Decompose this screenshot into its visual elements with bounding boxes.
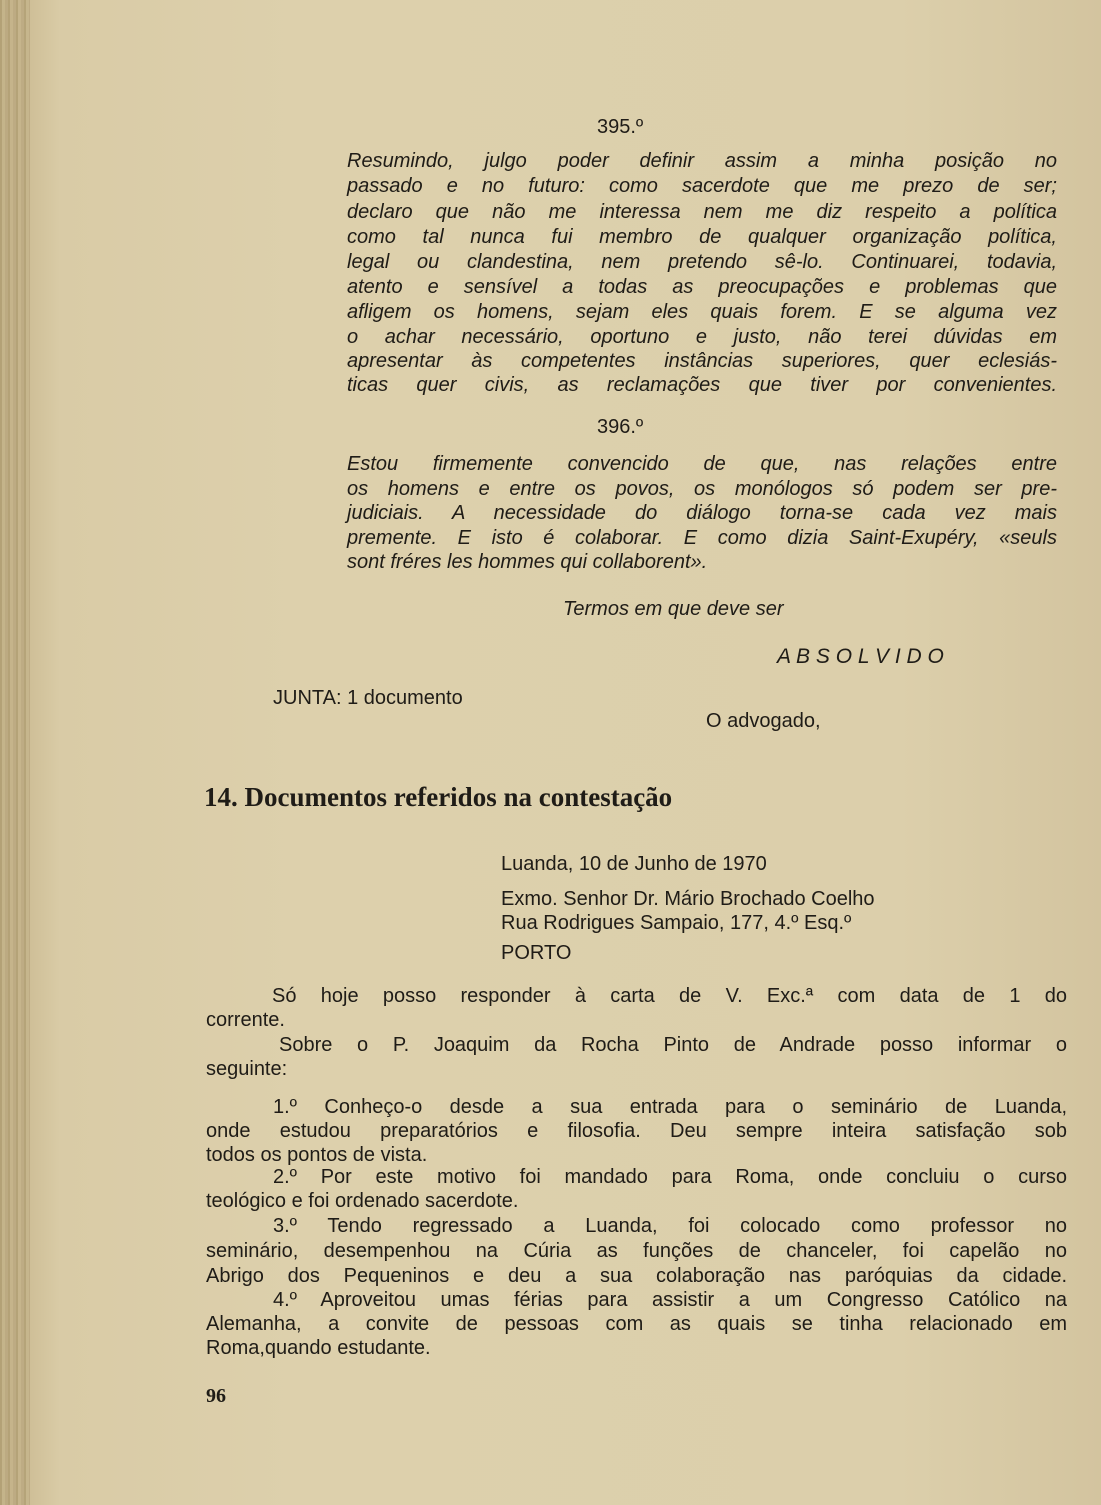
text-line: 3.º Tendo regressado a Luanda, foi colocado como professor no bbox=[273, 1215, 1067, 1237]
text-line: o achar necessário, oportuno e justo, não terei dúvidas em bbox=[347, 326, 1057, 348]
text-line: Só hoje posso responder à carta de V. Exc.ª com data de 1 do bbox=[272, 985, 1067, 1007]
text-line: declaro que não me interessa nem me diz respeito a política bbox=[347, 201, 1057, 223]
text-line: legal ou clandestina, nem pretendo sê-lo. Continuarei, todavia, bbox=[347, 251, 1057, 273]
text-line: como tal nunca fui membro de qualquer organização política, bbox=[347, 226, 1057, 248]
text-line: Sobre o P. Joaquim da Rocha Pinto de Andrade posso informar o bbox=[279, 1034, 1067, 1056]
book-spine-edge bbox=[0, 0, 30, 1505]
article-number-395: 395.º bbox=[597, 116, 644, 138]
text-line: 2.º Por este motivo foi mandado para Roma, onde concluiu o curso bbox=[273, 1166, 1067, 1188]
text-line: os homens e entre os povos, os monólogos só podem ser pre- bbox=[347, 478, 1057, 500]
text-line: todos os pontos de vista. bbox=[206, 1144, 428, 1166]
text-line: afligem os homens, sejam eles quais forem. E se alguma vez bbox=[347, 301, 1057, 323]
letter-date: Luanda, 10 de Junho de 1970 bbox=[501, 853, 767, 875]
text-line: premente. E isto é colaborar. E como dizia Saint-Exupéry, «seuls bbox=[347, 527, 1057, 549]
text-line: corrente. bbox=[206, 1009, 285, 1031]
text-line: Alemanha, a convite de pessoas com as quais se tinha relacionado em bbox=[206, 1313, 1067, 1335]
text-line: Abrigo dos Pequeninos e deu a sua colaboração nas paróquias da cidade. bbox=[206, 1265, 1067, 1287]
closing-terms: Termos em que deve ser bbox=[563, 598, 784, 620]
text-line: apresentar às competentes instâncias superiores, quer eclesiás- bbox=[347, 350, 1057, 372]
page-number: 96 bbox=[206, 1385, 226, 1407]
verdict-absolvido: A B S O L V I D O bbox=[777, 645, 944, 668]
text-line: passado e no futuro: como sacerdote que me prezo de ser; bbox=[347, 175, 1057, 197]
letter-city: PORTO bbox=[501, 942, 572, 964]
text-line: Resumindo, julgo poder definir assim a minha posição no bbox=[347, 150, 1057, 172]
signature-line: O advogado, bbox=[706, 710, 821, 732]
section-heading: 14. Documentos referidos na contestação bbox=[204, 782, 673, 812]
text-line: atento e sensível a todas as preocupações e problemas que bbox=[347, 276, 1057, 298]
text-line: 1.º Conheço-o desde a sua entrada para o seminário de Luanda, bbox=[273, 1096, 1067, 1118]
text-line: Estou firmemente convencido de que, nas relações entre bbox=[347, 453, 1057, 475]
text-line: ticas quer civis, as reclamações que tiver por convenientes. bbox=[347, 374, 1057, 396]
text-line: Roma,quando estudante. bbox=[206, 1337, 431, 1359]
text-line: onde estudou preparatórios e filosofia. Deu sempre inteira satisfação sob bbox=[206, 1120, 1067, 1142]
text-line: judiciais. A necessidade do diálogo torna-se cada vez mais bbox=[347, 502, 1057, 524]
article-number-396: 396.º bbox=[597, 416, 644, 438]
letter-street: Rua Rodrigues Sampaio, 177, 4.º Esq.º bbox=[501, 912, 852, 934]
letter-addressee: Exmo. Senhor Dr. Mário Brochado Coelho bbox=[501, 888, 875, 910]
attachment-note: JUNTA: 1 documento bbox=[273, 687, 463, 709]
text-line: teológico e foi ordenado sacerdote. bbox=[206, 1190, 519, 1212]
text-line: seguinte: bbox=[206, 1058, 288, 1080]
text-line: 4.º Aproveitou umas férias para assistir a um Congresso Católico na bbox=[273, 1289, 1067, 1311]
text-line: sont fréres les hommes qui collaborent». bbox=[347, 551, 708, 573]
text-line: seminário, desempenhou na Cúria as funções de chanceler, foi capelão no bbox=[206, 1240, 1067, 1262]
